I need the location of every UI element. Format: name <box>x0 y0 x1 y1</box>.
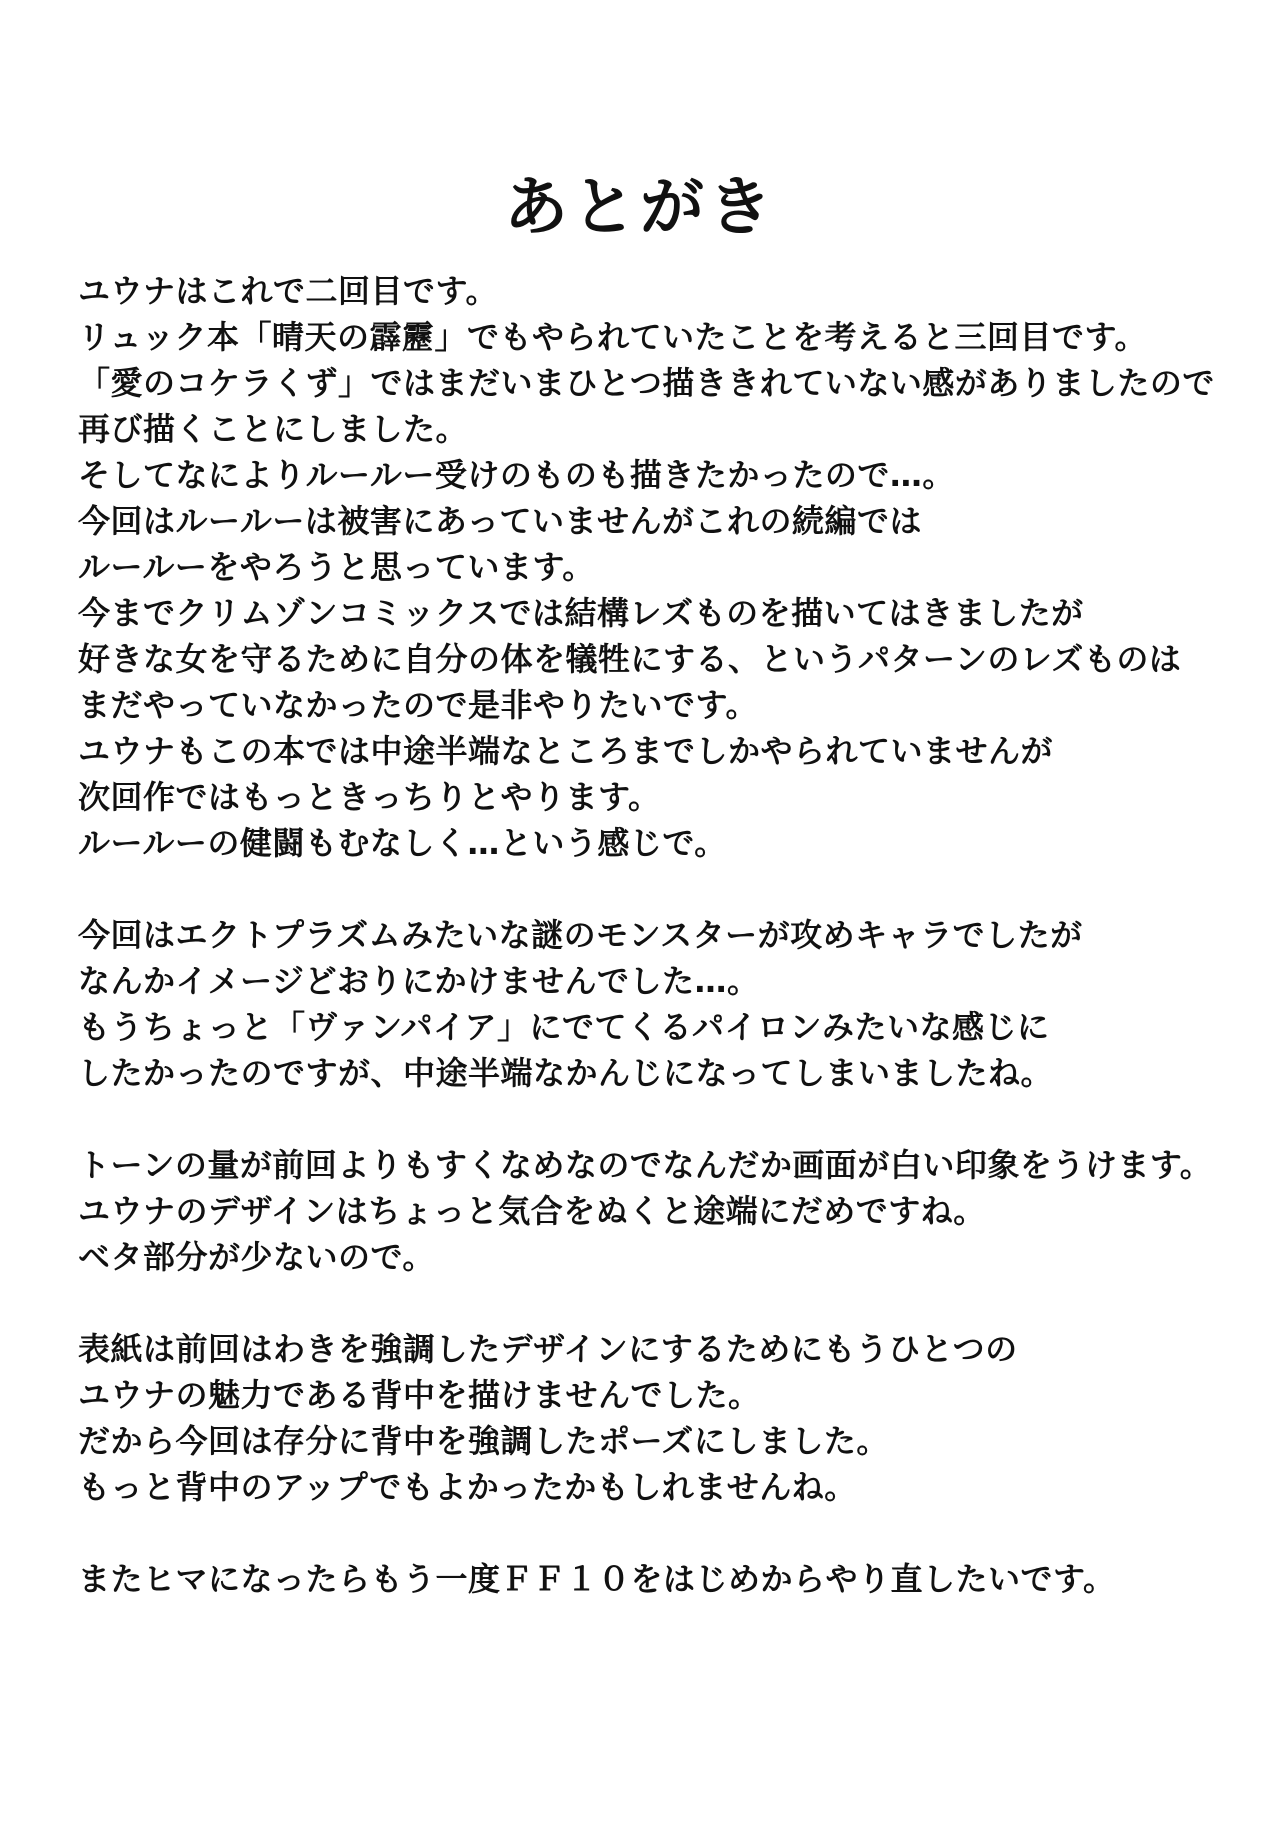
text-line: 「愛のコケラくず」ではまだいまひとつ描ききれていない感がありましたので <box>78 364 1215 402</box>
text-line: ベタ部分が少ないので。 <box>78 1238 435 1276</box>
paragraph <box>78 1326 1258 1510</box>
text-line: まだやっていなかったので是非やりたいです。 <box>78 686 758 724</box>
paragraph <box>78 1556 1258 1602</box>
text-line: 再び描くことにしました。 <box>78 410 469 448</box>
paragraph <box>78 1142 1258 1280</box>
text-line: 次回作ではもっときっちりとやります。 <box>78 778 661 816</box>
text-line: もっと背中のアップでもよかったかもしれませんね。 <box>78 1468 857 1506</box>
text-line: ユウナはこれで二回目です。 <box>78 272 498 310</box>
text-line: だから今回は存分に背中を強調したポーズにしました。 <box>78 1422 889 1460</box>
afterword-body <box>78 268 1258 1648</box>
text-line: ユウナのデザインはちょっと気合をぬくと途端にだめですね。 <box>78 1192 986 1230</box>
text-line: もうちょっと「ヴァンパイア」にでてくるパイロンみたいな感じに <box>78 1008 1050 1046</box>
text-line: ルールーの健闘もむなしく…という感じで。 <box>78 824 727 862</box>
text-line: 今回はルールーは被害にあっていませんがこれの続編では <box>78 502 923 540</box>
text-line: ユウナの魅力である背中を描けませんでした。 <box>78 1376 761 1414</box>
text-line: したかったのですが、中途半端なかんじになってしまいましたね。 <box>78 1054 1054 1092</box>
text-line: ルールーをやろうと思っています。 <box>78 548 595 586</box>
text-line: またヒマになったらもう一度ＦＦ１０をはじめからやり直したいです。 <box>78 1560 1116 1598</box>
text-line: そしてなによりルールー受けのものも描きたかったので…。 <box>78 456 955 494</box>
paragraph <box>78 912 1258 1096</box>
page-title: あとがき <box>504 170 776 245</box>
paragraph <box>78 268 1258 866</box>
text-line: リュック本「晴天の霹靂」でもやられていたことを考えると三回目です。 <box>78 318 1147 356</box>
text-line: ユウナもこの本では中途半端なところまでしかやられていませんが <box>78 732 1054 770</box>
text-line: 今までクリムゾンコミックスでは結構レズものを描いてはきましたが <box>78 594 1084 632</box>
text-line: 好きな女を守るために自分の体を犠牲にする、というパターンのレズものは <box>78 640 1182 678</box>
text-line: 表紙は前回はわきを強調したデザインにするためにもうひとつの <box>78 1330 1018 1368</box>
text-line: なんかイメージどおりにかけませんでした…。 <box>78 962 760 1000</box>
text-line: トーンの量が前回よりもすくなめなのでなんだか画面が白い印象をうけます。 <box>78 1146 1213 1184</box>
text-line: 今回はエクトプラズムみたいな謎のモンスターが攻めキャラでしたが <box>78 916 1083 954</box>
